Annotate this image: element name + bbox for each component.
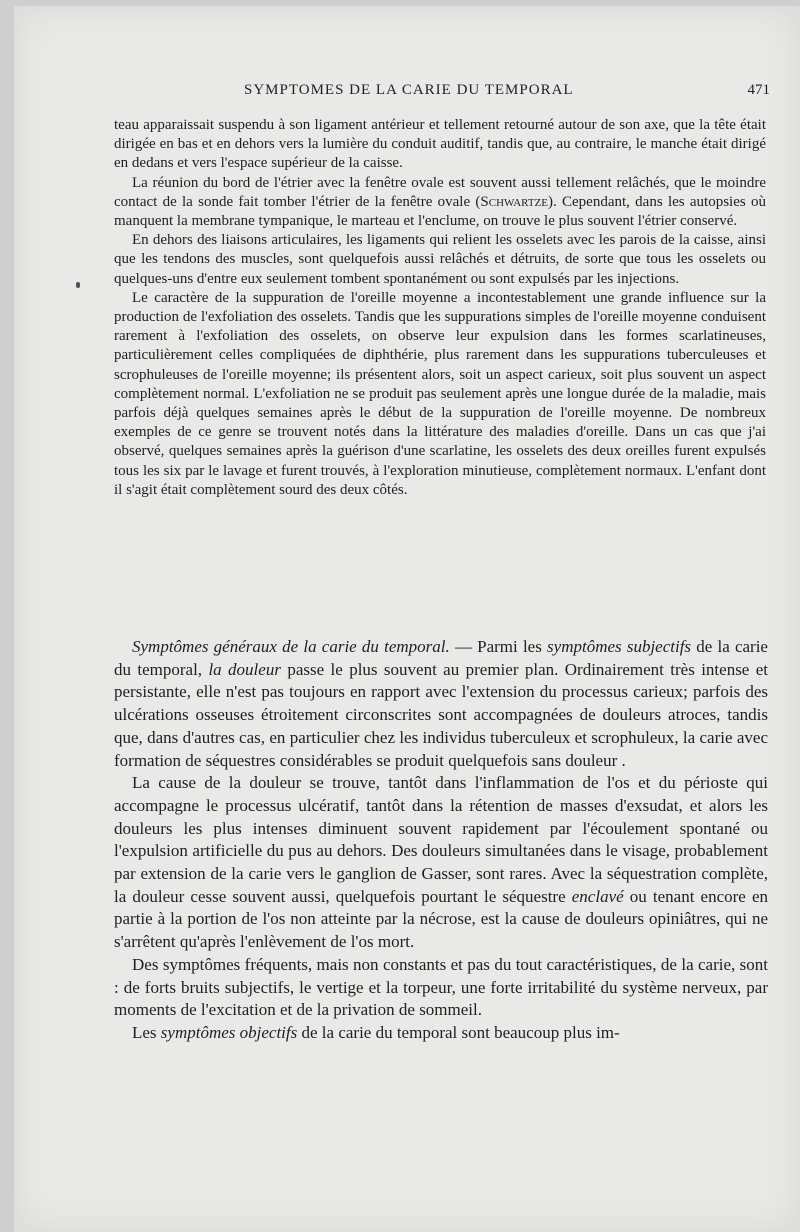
paragraph-general-symptoms — [114, 636, 768, 772]
paragraph-text: La réunion du bord de l'étrier avec la fenêtre ovale est souvent aussi tellement relâchés, que le moindre contact de la sonde fait tomber l'étrier de la fenêtre ovale ( — [114, 174, 766, 210]
page-header — [14, 82, 800, 106]
author-citation: Schwartze — [480, 193, 548, 210]
paragraph-text: passe le plus souvent au premier plan. Ordinairement très intense et persistante, elle n'est pas toujours en rapport avec l'extension du processus carieux; parfois des ulcérations osseuses étroitement circonscrites sont accompagnées de douleurs atroces, tandis que, dans d'autres cas, en particulier chez les individus tuberculeux et scrophuleux, la carie avec formation de séquestres considérables se produit quelquefois sans douleur . — [114, 659, 769, 770]
section-heading: Symptômes généraux de la carie du temporal. — [132, 637, 450, 656]
running-title: SYMPTOMES DE LA CARIE DU TEMPORAL — [244, 82, 574, 98]
paragraph-text: de la carie du temporal, — [114, 637, 768, 679]
paragraph-objective-symptoms — [114, 1022, 768, 1045]
paragraph-text: Les — [132, 1022, 161, 1042]
paragraph-stapes-window — [114, 174, 766, 232]
paragraph-frequent-symptoms: Des symptômes fréquents, mais non constants et pas du tout caractéristiques, de la carie, sont : de forts bruits subjectifs, le vertige et la torpeur, une forte irritabilité du système nerveux, par moments de l'excitation et de la privation de sommeil. — [114, 954, 768, 1020]
page-number: 471 — [747, 82, 770, 98]
paragraph-text: — Parmi les — [449, 637, 548, 656]
paragraph-text: de la carie du temporal sont beaucoup plus im- — [297, 1022, 620, 1042]
paragraph-text: ). Cependant, dans les autopsies où manquent la membrane tympanique, le marteau et l'enclume, on trouve le plus souvent l'étrier conservé. — [114, 193, 766, 230]
small-print-section — [114, 116, 766, 500]
main-text-section — [114, 636, 768, 1045]
term-enclave: enclavé — [571, 886, 624, 906]
paragraph-text: ou tenant encore en partie à la portion de l'os non atteinte par la nécrose, est la cause de douleurs opiniâtres, qui ne s'arrêtent qu'après l'enlèvement de l'os mort. — [114, 886, 769, 952]
document-page — [14, 6, 800, 1232]
term-objective: symptômes objectifs — [160, 1022, 298, 1042]
paragraph-suppuration: Le caractère de la suppuration de l'oreille moyenne a incontestablement une grande influence sur la production de l'exfoliation des osselets. Tandis que les suppurations simples de l'oreille moyenne conduisent rarement à l'exfoliation des osselets, on observe leur expulsion dans les formes scarlatineuses, particulièrement celles compliquées de diphthérie, plus rarement dans les suppurations tuberculeuses et scrophuleuses de l'oreille moyenne; ils présentent alors, soit un aspect carieux, soit plus souvent un aspect complètement normal. L'exfoliation ne se produit pas seulement après une longue durée de la maladie, mais parfois déjà quelques semaines après le début de la suppuration de l'oreille moyenne. De nombreux exemples de ce genre se trouvent notés dans la littérature des maladies d'oreille. Dans un cas que j'ai observé, quelques semaines après la guérison d'une scarlatine, les osselets des deux oreilles furent expulsés tous les six par le lavage et furent trouvés, à l'exploration minutieuse, complètement normaux. L'enfant dont il s'agit était complètement sourd des deux côtés. — [114, 289, 766, 498]
paragraph-continuation: teau apparaissait suspendu à son ligament antérieur et tellement retourné autour de son axe, que la tête était dirigée en bas et en dehors vers la lumière du conduit auditif, tandis que, au contraire, le manche était dirigé en dedans et vers l'espace supérieur de la caisse. — [114, 117, 766, 172]
term-pain: la douleur — [208, 659, 281, 679]
ink-spot — [76, 282, 80, 288]
paragraph-ligaments: En dehors des liaisons articulaires, les ligaments qui relient les osselets avec les parois de la caisse, ainsi que les tendons des muscles, sont quelquefois aussi relâchés et détruits, de sorte que tous les osselets ou quelques-uns d'entre eux seulement tombent spontanément ou sont expulsés par les injections. — [114, 232, 766, 287]
term-subjective: symptômes subjectifs — [547, 637, 692, 656]
paragraph-pain-cause — [114, 772, 768, 954]
paragraph-text: La cause de la douleur se trouve, tantôt dans l'inflammation de l'os et du périoste qui accompagne le processus ulcératif, tantôt dans la rétention de masses d'exsudat, et alors les douleurs les plus intenses diminuent souvent rapidement par l'écoulement spontané ou l'expulsion artificielle du pus au dehors. Des douleurs simultanées dans le visage, probablement par extension de la carie vers le ganglion de Gasser, sont rares. Avec la séquestration complète, la douleur cesse souvent aussi, quelquefois pourtant le séquestre — [114, 773, 768, 906]
